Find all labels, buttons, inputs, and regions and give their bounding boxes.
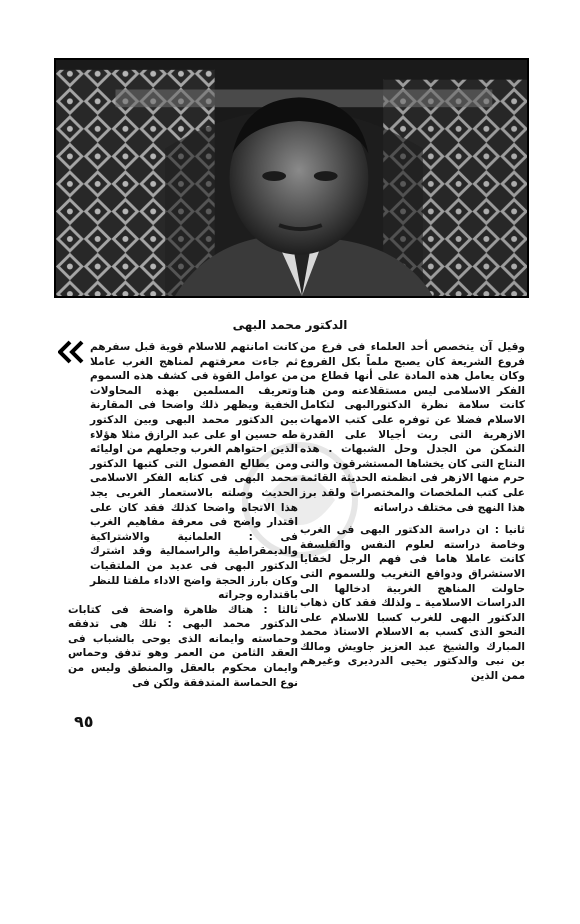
photo-caption: الدكتور محمد البهى [232, 318, 348, 332]
portrait-photo [54, 58, 529, 298]
article-column-left [68, 340, 298, 690]
paragraph: كانت امانتهم للاسلام قوية قبل سفرهم ثم جاءت معرفتهم لمناهج الغرب عاملا من عوامل القوة فى كشف هذه السموم وتعريف المسلمين بهذه المحاولات الخفية ويظهر ذلك واضحا فى المقارنة بين الدكتور محمد البهى وبين الدكتور طه حسين او على عبد الرازق مثلا هؤلاء الذين احتواهم الغرب وجعلهم من اوليائه ومن يطالع الفصول التى كتبها الدكتور محمد البهى فى كتابه الفكر الاسلامى الحديث وصلته بالاستعمار الغربى يجد هذا الاتجاه واضحا كذلك فقد كان على اقتدار واضح فى معرفة مفاهيم الغرب فى : العلمانية والاشتراكية والديمقراطية والراسمالية وقد اشترك الدكتور البهى فى عديد من الملتقيات وكان بارز الحجة واضح الاداء ملفتا للنظر باقتداره وجراته [90, 341, 298, 602]
article-column-right [300, 340, 525, 684]
paragraph: وقيل آن يتخصص أحد العلماء فى فرع من فروع الشريعة كان يصبح ملماً بكل الفروع وكان يعامل هذه المادة على أنها قطاع من الفكر الاسلامى ليس مستقلاعنه ومن هنا كانت سلامة نظرة الدكتورالبهى لتكامل الاسلام فضلا عن توفره على كتب الامهات الازهرية التى ربت أجيالا على القدرة التمكن من الجدل وحل الشبهات . هذه النتاج التى كان يخشاها المستشرقون والتى حرم منها الازهر فى انظمته الحديثة القائمة على كتب الملخصات والمختصرات ولقد برز هذا النهج فى مختلف دراساته [300, 341, 525, 514]
paragraph: ثانيا : ان دراسة الدكتور البهى فى الغرب وخاصة دراسته لعلوم النفس والفلسفة كانت عاملا هاما فى فهم الرجل لخفايا الاستشراق ودوافع التغريب وللسموم التى حاولت المناهج الغربية ادخالها الى الدراسات الاسلامية ـ ولذلك فقد كان ذهاب الدكتور البهى للغرب كسبا للاسلام على النحو الذى كسب به الاسلام الاستاذ محمد المبارك والشيخ عبد العزيز جاويش ومالك بن نبى والدكتور يحيى الدرديرى وغيرهم ممن الذين [300, 524, 525, 683]
portrait-image [56, 60, 527, 296]
paragraph: ثالثا : هناك ظاهرة واضحة فى كتابات الدكتور محمد البهى : تلك هى تدفقه وحماسته وايمانه الذى يوحى بالشباب فى العقد الثامن من العمر وهو تدفق وحماس وايمان محكوم بالعقل والمنطق وليس من نوع الحماسة المتدفقة ولكن فى [68, 603, 298, 689]
page-number: ٩٥ [74, 712, 94, 731]
